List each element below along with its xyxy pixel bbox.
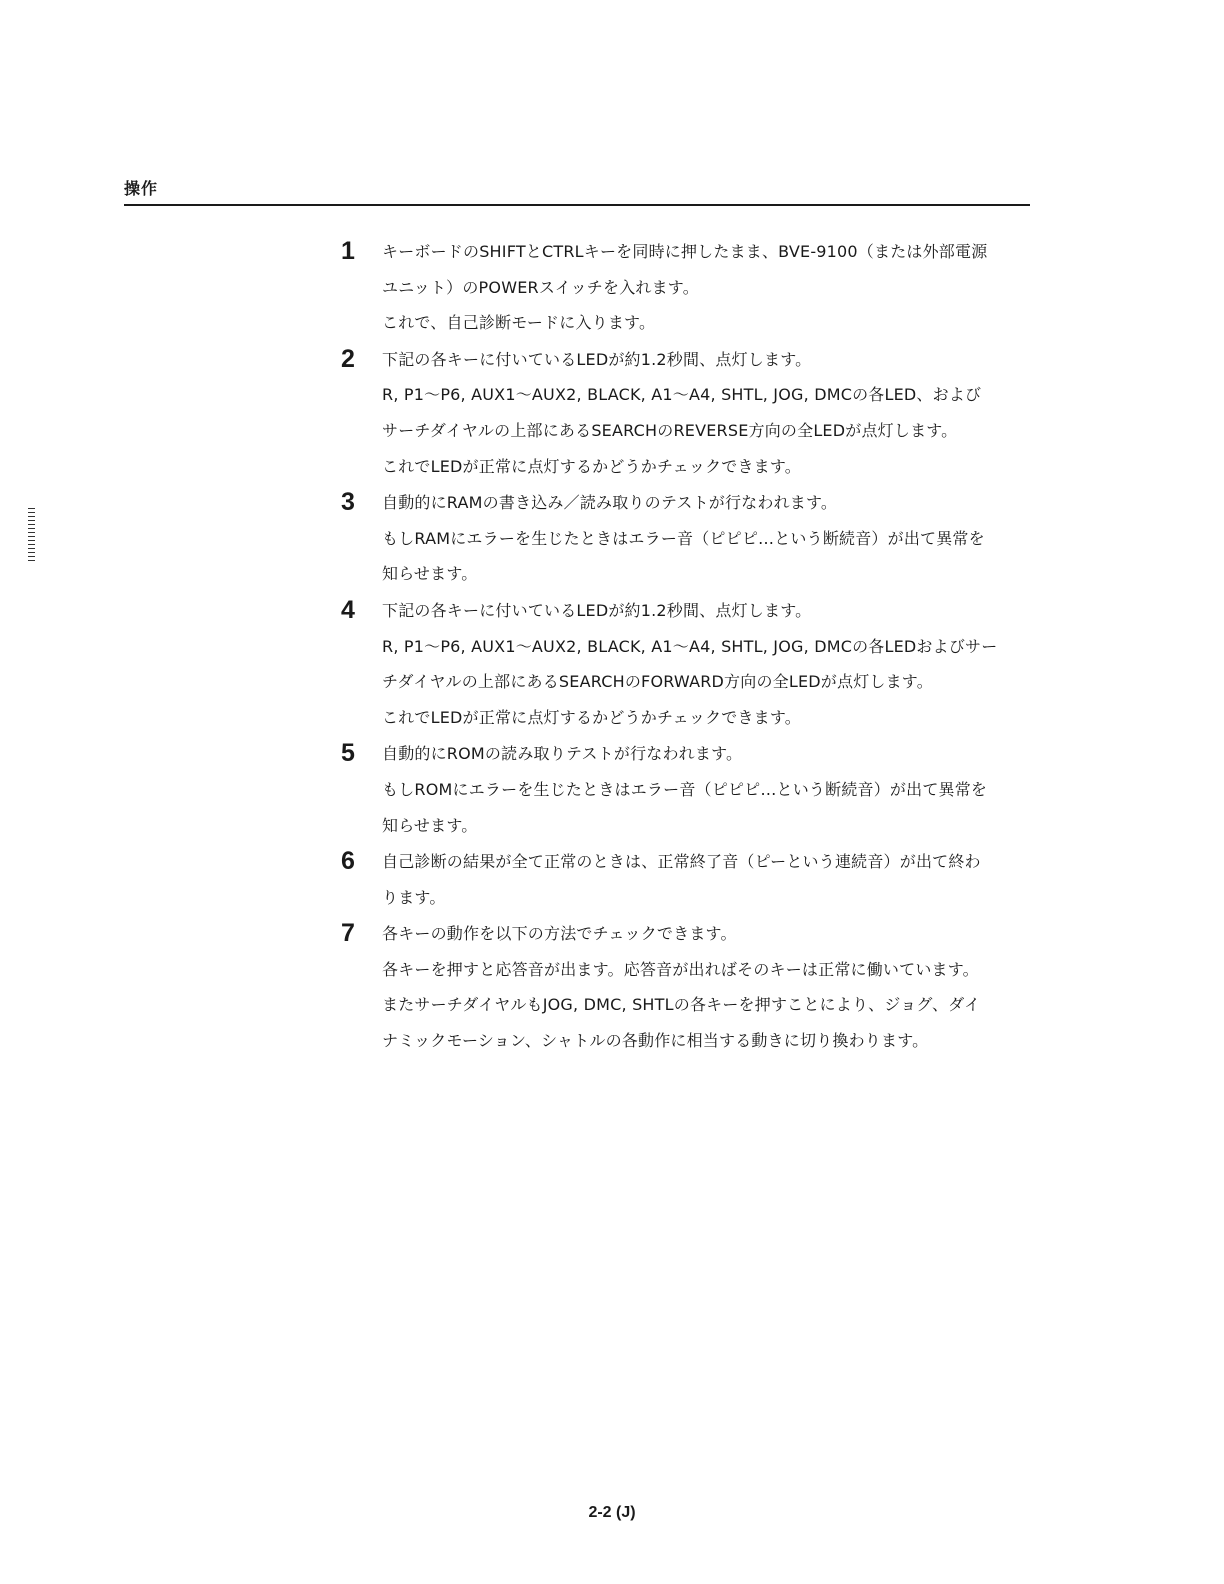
step-1 [340, 234, 1060, 341]
step-list [340, 234, 1060, 1060]
step-number: 1 [341, 237, 355, 265]
step-text-line: R, P1～P6, AUX1～AUX2, BLACK, A1～A4, SHTL, JOG, DMCの各LED、および [382, 385, 982, 405]
step-number: 4 [341, 595, 355, 624]
page-header [124, 174, 1030, 206]
step-text-line: もしRAMにエラーを生じたときはエラー音（ピピピ…という断続音）が出て異常を [382, 528, 985, 548]
step-text-line: またサーチダイヤルもJOG, DMC, SHTLの各キーを押すことにより、ジョグ、ダイ [382, 995, 981, 1015]
step-text-line: これでLEDが正常に点灯するかどうかチェックできます。 [382, 707, 801, 727]
margin-tick-mark [28, 508, 35, 564]
step-text-line: キーボードのSHIFTとCTRLキーを同時に押したまま、BVE-9100（または外部電源 [382, 242, 988, 261]
step-4 [340, 593, 1060, 735]
step-text-line: ナミックモーション、シャトルの各動作に相当する動きに切り換わります。 [382, 1031, 929, 1051]
page-number: 2-2 (J) [588, 1504, 636, 1521]
step-number: 7 [341, 919, 355, 948]
step-7 [340, 916, 1060, 1058]
step-5 [340, 736, 1060, 843]
step-text-line: 自動的にRAMの書き込み／読み取りのテストが行なわれます。 [382, 493, 838, 513]
step-3 [340, 485, 1060, 592]
step-text-line: チダイヤルの上部にあるSEARCHのFORWARD方向の全LEDが点灯します。 [382, 672, 933, 692]
step-number: 6 [341, 847, 355, 876]
step-text-line: サーチダイヤルの上部にあるSEARCHのREVERSE方向の全LEDが点灯します。 [382, 420, 958, 440]
step-text-line: これでLEDが正常に点灯するかどうかチェックできます。 [382, 456, 801, 476]
step-text-line: 知らせます。 [382, 815, 478, 835]
step-text-line: 下記の各キーに付いているLEDが約1.2秒間、点灯します。 [382, 349, 812, 369]
section-title: 操作 [124, 179, 159, 198]
step-2 [340, 342, 1060, 484]
step-6 [340, 844, 1060, 915]
step-text-line: 各キーの動作を以下の方法でチェックできます。 [382, 924, 737, 944]
step-text-line: R, P1～P6, AUX1～AUX2, BLACK, A1～A4, SHTL, JOG, DMCの各LEDおよびサー [382, 636, 998, 656]
step-number: 5 [341, 739, 355, 768]
step-text-line: もしROMにエラーを生じたときはエラー音（ピピピ…という断続音）が出て異常を [382, 779, 988, 799]
step-text-line: 知らせます。 [382, 564, 478, 584]
step-text-line: 各キーを押すと応答音が出ます。応答音が出ればそのキーは正常に働いています。 [382, 959, 979, 979]
step-text-line: これで、自己診断モードに入ります。 [382, 313, 656, 333]
step-number: 2 [341, 344, 355, 373]
step-text-line: 自動的にROMの読み取りテストが行なわれます。 [382, 744, 743, 764]
step-number: 3 [341, 488, 355, 517]
step-text-line: ります。 [382, 887, 446, 907]
step-text-line: 自己診断の結果が全て正常のときは、正常終了音（ピーという連続音）が出て終わ [382, 852, 981, 872]
step-text-line: 下記の各キーに付いているLEDが約1.2秒間、点灯します。 [382, 600, 812, 620]
step-text-line: ユニット）のPOWERスイッチを入れます。 [382, 277, 699, 297]
